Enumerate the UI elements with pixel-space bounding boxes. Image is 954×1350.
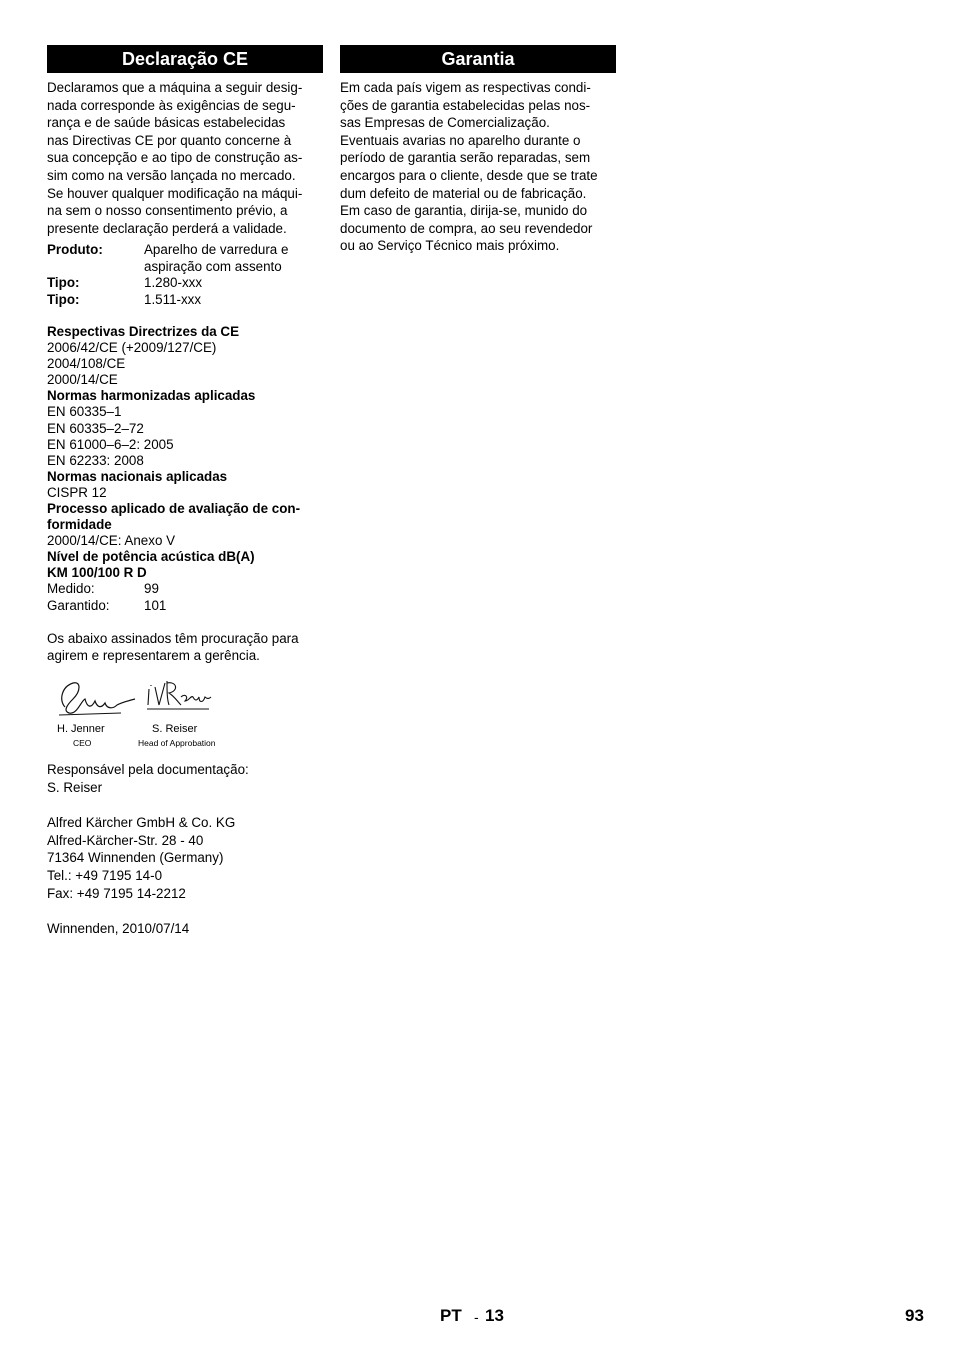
intro-line: nada corresponde às exigências de segu-	[47, 97, 296, 113]
place-date: Winnenden, 2010/07/14	[47, 921, 190, 937]
warranty-line: ou ao Serviço Técnico mais próximo.	[340, 238, 560, 254]
noise-measured-value: 99	[144, 581, 159, 597]
standards-section	[47, 324, 323, 614]
warranty-line: Eventuais avarias no aparelho durante o	[340, 132, 581, 148]
warranty-heading: Garantia	[340, 45, 616, 73]
address-line: Tel.: +49 7195 14-0	[47, 868, 163, 884]
signer-name: H. Jenner	[57, 723, 105, 736]
product-table	[47, 242, 323, 308]
intro-line: presente declaração perderá a validade.	[47, 220, 287, 236]
product-label: Produto:	[47, 242, 103, 258]
warranty-line: período de garantia serão reparadas, sem	[340, 150, 591, 166]
directive-item: 2000/14/CE	[47, 372, 118, 388]
doc-resp-name: S. Reiser	[47, 779, 103, 795]
directive-item: 2006/42/CE (+2009/127/CE)	[47, 340, 217, 356]
signature-jenner	[51, 677, 141, 719]
page-number: 93	[905, 1306, 924, 1325]
intro-line: nas Directivas CE por quanto concerne à	[47, 132, 292, 148]
noise-guaranteed-value: 101	[144, 597, 167, 613]
company-address	[47, 814, 323, 902]
intro-line: Declaramos que a máquina a seguir desig-	[47, 80, 303, 95]
address-line: Fax: +49 7195 14-2212	[47, 885, 186, 901]
national-item: CISPR 12	[47, 484, 107, 500]
signer-name: S. Reiser	[152, 723, 198, 736]
harmonized-item: EN 61000–6–2: 2005	[47, 436, 174, 452]
intro-line: sua concepção e ao tipo de construção as-	[47, 150, 303, 166]
type-label: Tipo:	[47, 275, 80, 291]
product-row	[47, 242, 323, 275]
address-line: 71364 Winnenden (Germany)	[47, 850, 224, 866]
declaration-intro	[47, 79, 323, 237]
signer-role: CEO	[73, 738, 92, 749]
footer-dash: -	[474, 1309, 479, 1325]
warranty-line: documento de compra, ao seu revendedor	[340, 220, 593, 236]
intro-line: na sem o nosso consentimento prévio, a	[47, 203, 288, 219]
directive-item: 2004/108/CE	[47, 356, 126, 372]
harmonized-item: EN 60335–2–72	[47, 420, 144, 436]
warranty-column	[340, 45, 616, 255]
warranty-line: Em caso de garantia, dirija-se, munido do	[340, 203, 588, 219]
product-value: Aparelho de varredura e aspiração com assento	[144, 242, 289, 274]
signature-reiser	[145, 679, 215, 713]
warranty-line: Em cada país vigem as respectivas condi-	[340, 80, 591, 95]
signers-text: Os abaixo assinados têm procuração para agirem e representarem a gerência.	[47, 630, 299, 664]
signer-role: Head of Approbation	[138, 738, 216, 749]
noise-measured-label: Medido:	[47, 581, 95, 597]
type-row	[47, 275, 323, 291]
documentation-responsible	[47, 761, 323, 796]
noise-model: KM 100/100 R D	[47, 565, 147, 581]
type-value: 1.511-xxx	[144, 291, 202, 307]
signatures-block	[47, 677, 323, 749]
footer-language: PT	[440, 1306, 462, 1325]
doc-resp-label: Responsável pela documentação:	[47, 762, 249, 778]
type-label: Tipo:	[47, 291, 80, 307]
national-title: Normas nacionais aplicadas	[47, 468, 228, 484]
declaration-column	[47, 45, 323, 938]
harmonized-title: Normas harmonizadas aplicadas	[47, 388, 256, 404]
harmonized-item: EN 60335–1	[47, 404, 122, 420]
process-title: Processo aplicado de avaliação de con- formidade	[47, 501, 301, 533]
declaration-heading: Declaração CE	[47, 45, 323, 73]
warranty-line: encargos para o cliente, desde que se trate	[340, 167, 598, 183]
footer-section-page: 13	[485, 1306, 504, 1325]
type-row	[47, 292, 323, 308]
type-value: 1.280-xxx	[144, 275, 203, 291]
intro-line: sim como na versão lançada no mercado.	[47, 167, 296, 183]
warranty-line: sas Empresas de Comercialização.	[340, 115, 550, 131]
address-line: Alfred Kärcher GmbH & Co. KG	[47, 815, 236, 831]
noise-guaranteed-label: Garantido:	[47, 597, 110, 613]
warranty-text	[340, 79, 616, 255]
address-line: Alfred-Kärcher-Str. 28 - 40	[47, 832, 204, 848]
harmonized-item: EN 62233: 2008	[47, 452, 144, 468]
directives-title: Respectivas Directrizes da CE	[47, 323, 240, 339]
process-item: 2000/14/CE: Anexo V	[47, 533, 176, 549]
noise-measured-row	[47, 581, 323, 597]
noise-guaranteed-row	[47, 598, 323, 614]
noise-title: Nível de potência acústica dB(A)	[47, 549, 255, 565]
intro-line: rança e de saúde básicas estabelecidas	[47, 115, 286, 131]
warranty-line: dum defeito de material ou de fabricação.	[340, 185, 587, 201]
warranty-line: ções de garantia estabelecidas pelas nos-	[340, 97, 591, 113]
intro-line: Se houver qualquer modificação na máqui-	[47, 185, 303, 201]
